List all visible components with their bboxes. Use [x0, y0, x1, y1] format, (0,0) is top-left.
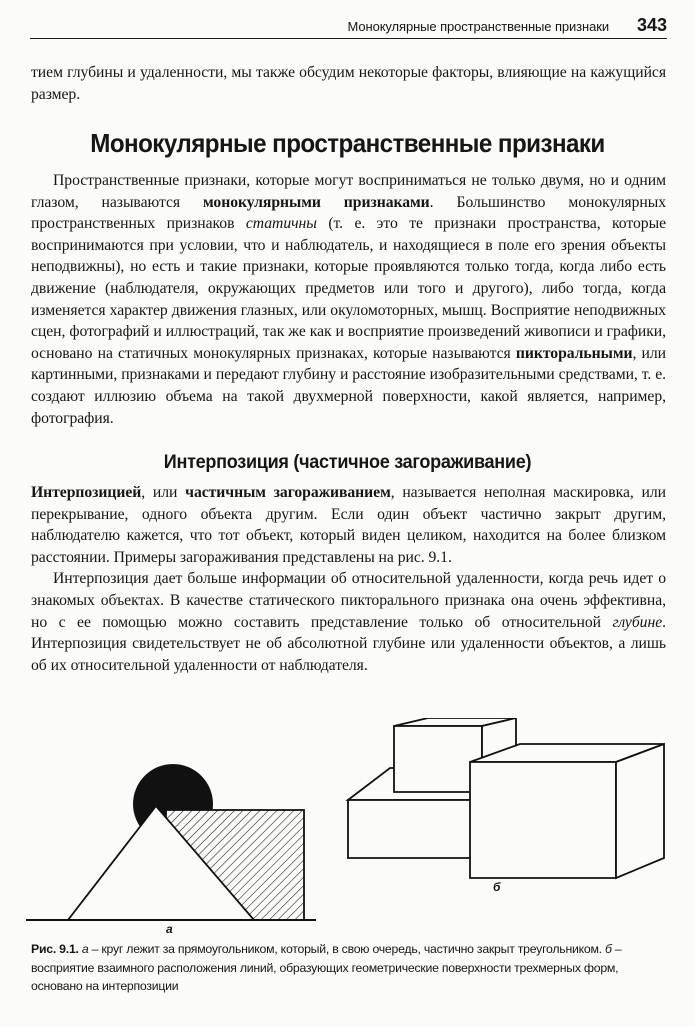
text-run: , или — [141, 484, 186, 501]
term-interposition: Интерпозицией — [31, 484, 142, 501]
term-pictorial: пикторальными — [515, 344, 633, 362]
term-monocular: монокулярными признаками — [203, 193, 430, 211]
caption-b-text: – восприятие взаимного расположения линий, образующих геометрические поверхности трехмерных форм, основано на интерпозиции — [31, 942, 622, 993]
text-run: Интерпозиция дает больше информации об относительной удаленности, когда речь идет о знакомых объектах. В качестве статического пикторального признака она очень эффективна, но с ее помощью можно составить представление только об относительной — [31, 570, 666, 631]
figure-a-illustration — [26, 764, 316, 924]
large-box-side — [616, 744, 664, 878]
figure-b-illustration — [344, 718, 669, 898]
monocular-paragraph — [31, 170, 666, 429]
text-run: (т. е. это те признаки пространства, которые воспринимаются при условии, что и наблюдатель, и находящиеся в поле его зрения объекты неподвижны), но есть и такие признаки, которые проявляются только тогда, когда либо есть движение (наблюдателя, окружающих предметов или того и другого), либо тогда, когда изменяется характер движения глазных, или окуломоторных, мышц. Восприятие неподвижных сцен, фотографий и иллюстраций, так же как и восприятие произведений живописи и графики, основано на статичных монокулярных признаках, которые называются — [31, 215, 666, 362]
term-partial-occlusion: частичным загораживанием — [185, 484, 391, 501]
term-depth: глубине — [612, 613, 663, 631]
interposition-discussion — [31, 568, 666, 676]
figure-b-label: б — [493, 880, 501, 894]
text-run: , или картинными, признаками и передают глубину и расстояние изобразительными средствами, т. е. создают иллюзию объема на такой двухмерной поверхности, какой является, например, фотография. — [31, 344, 667, 427]
subsection-title: Интерпозиция (частичное загораживание) — [163, 452, 532, 473]
text-run: Пространственные признаки, которые могут восприниматься не только двумя, но и одним глазом, называются — [31, 172, 666, 211]
section-paragraph — [31, 170, 666, 429]
caption-a-text: – круг лежит за прямоугольником, который, в свою очередь, частично закрыт треугольником. — [88, 942, 602, 956]
caption-b-letter: б — [605, 942, 612, 956]
intro-paragraph — [31, 62, 666, 105]
page-number: 343 — [636, 15, 667, 35]
subsection-paragraphs — [31, 482, 666, 676]
small-box-front — [394, 726, 482, 792]
caption-a-letter: а — [81, 942, 89, 956]
caption-number: Рис. 9.1. — [31, 942, 79, 956]
figure-a-label: а — [166, 922, 173, 936]
figure-caption — [31, 940, 669, 996]
text-run: , называется неполная маскировка, или перекрывание, одного объекта другим. Если один объект частично закрыт другим, наблюдателю кажется, что тот объект, который виден целиком, находится на более близком расстоянии. Примеры загораживания представлены на рис. 9.1. — [31, 484, 666, 566]
interposition-definition — [31, 482, 666, 568]
running-title: Монокулярные пространственные признаки — [347, 19, 609, 34]
large-box-front — [470, 762, 616, 878]
text-run: . Интерпозиция свидетельствует не об абсолютной глубине или удаленности объектов, а лишь об их относительной удаленности от наблюдателя. — [31, 613, 666, 674]
text-run: . Большинство монокулярных пространственных признаков — [31, 193, 667, 233]
section-title: Монокулярные пространственные признаки — [90, 128, 605, 158]
term-static: статичны — [245, 215, 317, 233]
running-header — [30, 16, 667, 39]
intro-text: тием глубины и удаленности, мы также обсудим некоторые факторы, влияющие на кажущийся размер. — [31, 64, 666, 103]
